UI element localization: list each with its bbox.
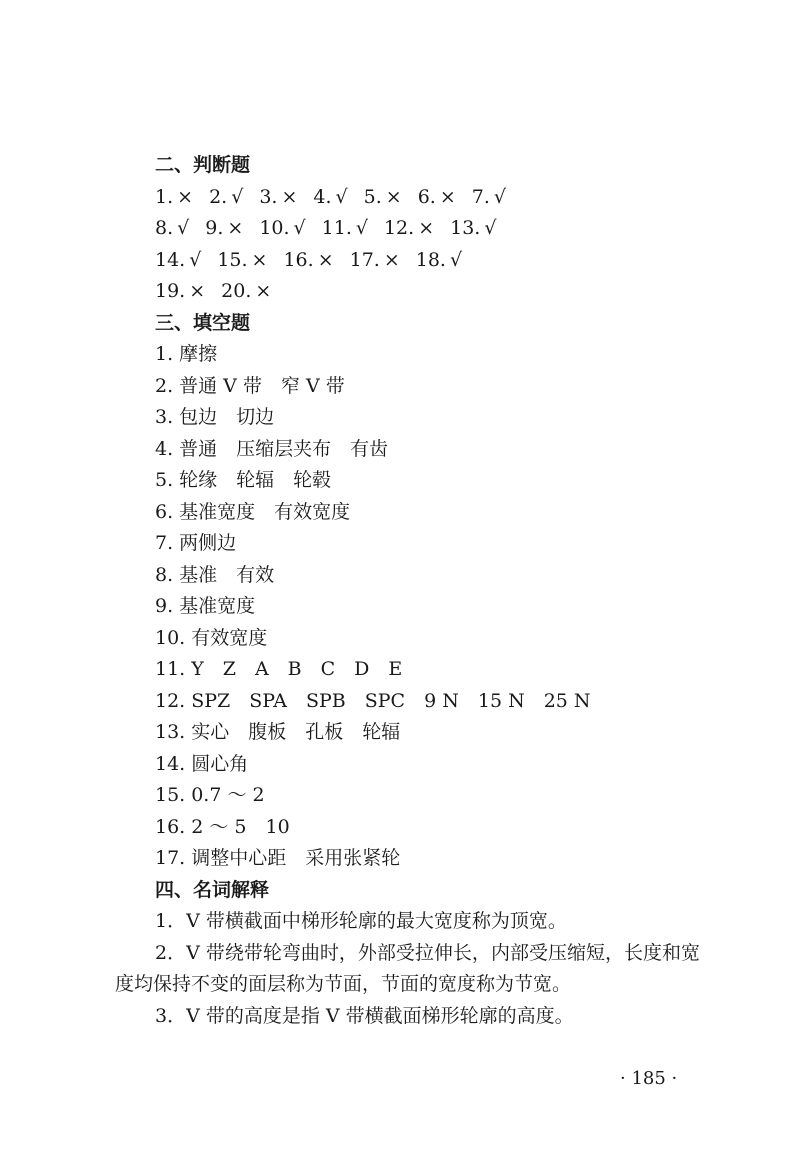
question-number: 18. bbox=[415, 248, 446, 271]
true-false-item bbox=[418, 182, 456, 214]
answer-mark: √ bbox=[355, 217, 368, 239]
answer-text: 包边 切边 bbox=[179, 406, 275, 428]
section-heading-true-false: 二、判断题 bbox=[155, 154, 251, 176]
true-false-item bbox=[221, 276, 271, 308]
question-number: 13. bbox=[450, 217, 481, 239]
answer-mark: × bbox=[227, 217, 244, 239]
term-paragraph-1: 1．V 带横截面中梯形轮廓的最大宽度称为顶宽。 bbox=[155, 910, 567, 932]
answer-text: 基准宽度 有效宽度 bbox=[179, 500, 351, 523]
fill-blank-row bbox=[155, 717, 700, 749]
question-number: 9. bbox=[205, 217, 224, 239]
answer-mark: √ bbox=[189, 248, 202, 271]
answer-text: 基准宽度 bbox=[179, 595, 256, 617]
question-number: 6. bbox=[155, 500, 174, 523]
question-number: 8. bbox=[155, 563, 174, 586]
answer-text: SPZ SPA SPB SPC 9 N 15 N 25 N bbox=[191, 689, 591, 712]
true-false-item bbox=[155, 276, 205, 308]
true-false-item bbox=[472, 182, 506, 214]
question-number: 2. bbox=[155, 374, 174, 397]
true-false-item bbox=[364, 182, 402, 214]
term-paragraph-2: 2．V 带绕带轮弯曲时，外部受拉伸长，内部受压缩短，长度和宽度均保持不变的面层称为节面，节面的宽度称为节宽。 bbox=[115, 941, 700, 995]
answer-mark: × bbox=[255, 280, 272, 302]
answer-text: 普通 压缩层夹布 有齿 bbox=[179, 437, 389, 460]
answer-text: 普通 V 带 窄 V 带 bbox=[179, 374, 345, 397]
true-false-row bbox=[155, 245, 700, 277]
answer-text: 2 ～ 5 10 bbox=[191, 815, 290, 838]
question-number: 1. bbox=[155, 185, 174, 208]
true-false-answers bbox=[115, 182, 700, 308]
answer-text: 两侧边 bbox=[179, 532, 237, 554]
true-false-item bbox=[450, 213, 496, 245]
answer-mark: × bbox=[251, 248, 268, 271]
answer-text: 0.7 ～ 2 bbox=[191, 784, 265, 806]
question-number: 17. bbox=[349, 248, 380, 271]
question-number: 10. bbox=[155, 626, 186, 649]
fill-blank-row bbox=[155, 339, 700, 371]
section-heading-fill-blank: 三、填空题 bbox=[155, 311, 251, 334]
question-number: 5. bbox=[155, 469, 174, 491]
answer-mark: × bbox=[385, 185, 402, 208]
fill-blank-row bbox=[155, 371, 700, 403]
question-number: 4. bbox=[155, 437, 174, 460]
term-paragraph-3: 3．V 带的高度是指 V 带横截面梯形轮廓的高度。 bbox=[155, 1004, 574, 1027]
question-number: 6. bbox=[417, 185, 436, 208]
question-number: 8. bbox=[155, 217, 174, 239]
true-false-item bbox=[322, 213, 368, 245]
true-false-item bbox=[259, 213, 305, 245]
answer-mark: √ bbox=[293, 217, 306, 239]
true-false-item bbox=[416, 245, 462, 277]
fill-blank-row bbox=[155, 843, 700, 875]
answer-mark: √ bbox=[177, 217, 190, 239]
question-number: 14. bbox=[155, 752, 186, 775]
question-number: 12. bbox=[383, 217, 415, 239]
question-number: 9. bbox=[155, 595, 174, 617]
question-number: 15. bbox=[217, 248, 248, 271]
fill-blank-row bbox=[155, 434, 700, 466]
fill-blank-answers bbox=[115, 339, 700, 875]
question-number: 4. bbox=[313, 185, 332, 208]
answer-text: 基准 有效 bbox=[179, 563, 275, 586]
answer-mark: × bbox=[383, 248, 400, 271]
question-number: 5. bbox=[363, 185, 382, 208]
fill-blank-row bbox=[155, 497, 700, 529]
question-number: 7. bbox=[155, 532, 174, 554]
answer-text: 摩擦 bbox=[179, 343, 218, 365]
true-false-item bbox=[259, 182, 297, 214]
question-number: 12. bbox=[155, 689, 186, 712]
answer-text: 调整中心距 采用张紧轮 bbox=[191, 847, 401, 869]
question-number: 1. bbox=[155, 343, 174, 365]
true-false-item bbox=[283, 245, 333, 277]
true-false-row bbox=[155, 276, 700, 308]
fill-blank-row bbox=[155, 780, 700, 812]
answer-mark: √ bbox=[493, 185, 506, 208]
fill-blank-row bbox=[155, 591, 700, 623]
fill-blank-row bbox=[155, 623, 700, 655]
question-number: 16. bbox=[155, 815, 186, 838]
fill-blank-row bbox=[155, 465, 700, 497]
fill-blank-row bbox=[155, 528, 700, 560]
question-number: 20. bbox=[221, 280, 252, 302]
fill-blank-row bbox=[155, 560, 700, 592]
page-body bbox=[115, 150, 700, 1032]
fill-blank-row bbox=[155, 749, 700, 781]
true-false-row bbox=[155, 213, 700, 245]
answer-mark: × bbox=[281, 185, 298, 208]
question-number: 2. bbox=[209, 185, 228, 208]
question-number: 3. bbox=[259, 185, 278, 208]
answer-mark: √ bbox=[231, 185, 244, 208]
question-number: 11. bbox=[155, 658, 186, 680]
answer-text: 实心 腹板 孔板 轮辐 bbox=[191, 721, 401, 743]
true-false-item bbox=[313, 182, 347, 214]
question-number: 16. bbox=[283, 248, 314, 271]
fill-blank-row bbox=[155, 812, 700, 844]
true-false-item bbox=[155, 245, 201, 277]
question-number: 7. bbox=[471, 185, 490, 208]
fill-blank-row bbox=[155, 686, 700, 718]
question-number: 15. bbox=[155, 784, 186, 806]
true-false-item bbox=[209, 182, 243, 214]
question-number: 19. bbox=[155, 280, 186, 302]
question-number: 10. bbox=[259, 217, 290, 239]
answer-mark: × bbox=[189, 280, 206, 302]
answer-text: Y Z A B C D E bbox=[191, 658, 403, 680]
true-false-row bbox=[155, 182, 700, 214]
true-false-item bbox=[155, 213, 189, 245]
page-number: · 185 · bbox=[620, 1068, 678, 1089]
question-number: 14. bbox=[155, 248, 186, 271]
true-false-item bbox=[350, 245, 400, 277]
answer-text: 圆心角 bbox=[191, 752, 249, 775]
answer-mark: × bbox=[317, 248, 334, 271]
question-number: 17. bbox=[155, 847, 186, 869]
true-false-item bbox=[384, 213, 434, 245]
question-number: 3. bbox=[155, 406, 174, 428]
answer-text: 有效宽度 bbox=[191, 626, 268, 649]
answer-mark: √ bbox=[335, 185, 348, 208]
answer-mark: √ bbox=[484, 217, 497, 239]
answer-text: 轮缘 轮辐 轮毂 bbox=[179, 469, 332, 491]
true-false-item bbox=[155, 182, 193, 214]
fill-blank-row bbox=[155, 402, 700, 434]
fill-blank-row bbox=[155, 654, 700, 686]
section-heading-terms: 四、名词解释 bbox=[155, 878, 270, 901]
true-false-item bbox=[217, 245, 267, 277]
answer-mark: × bbox=[418, 217, 435, 239]
true-false-item bbox=[205, 213, 243, 245]
answer-mark: × bbox=[177, 185, 194, 208]
answer-mark: × bbox=[439, 185, 456, 208]
question-number: 13. bbox=[155, 721, 186, 743]
answer-mark: √ bbox=[449, 248, 463, 271]
question-number: 11. bbox=[321, 217, 352, 239]
